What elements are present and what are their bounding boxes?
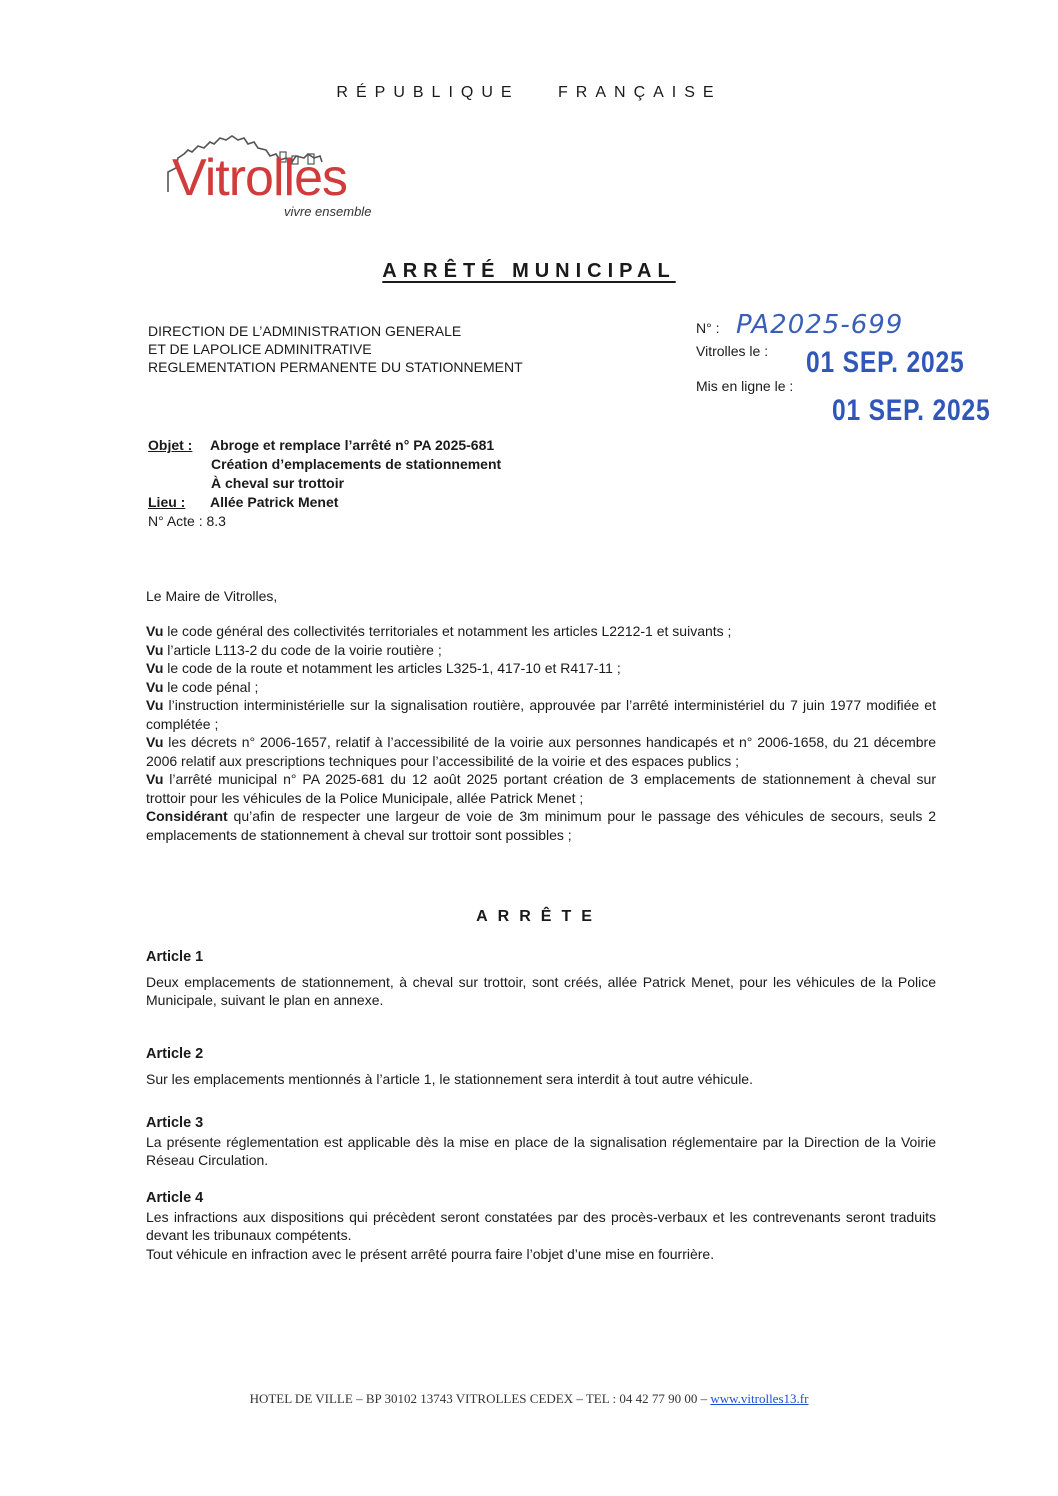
republique-heading: RÉPUBLIQUE FRANÇAISE	[336, 84, 722, 101]
lieu-value: Allée Patrick Menet	[210, 494, 339, 510]
article-text: Tout véhicule en infraction avec le présent arrêté pourra faire l’objet d’une mise en fourrière.	[146, 1245, 715, 1262]
visa-line: Vu les décrets n° 2006-1657, relatif à l’accessibilité de la voirie aux personnes handicapés et n° 2006-1658, du 21 décembre 2006 relatif aux prescriptions techniques pour l’accessibilité de la voirie et des espaces publics ;	[146, 734, 936, 769]
article-heading: Article 4	[146, 1190, 204, 1206]
visa-line: Vu l’article L113-2 du code de la voirie routière ;	[146, 641, 442, 658]
article-heading: Article 3	[146, 1115, 204, 1131]
objet-label: Objet :	[148, 437, 193, 453]
visa-line: Vu l’instruction interministérielle sur la signalisation routière, approuvée par l’arrêté interministériel du 7 juin 1977 modifiée et complétée ;	[146, 697, 936, 732]
vitrolles-date-stamp: 01 SEP. 2025	[806, 346, 965, 379]
visa-line: Vu le code général des collectivités territoriales et notamment les articles L2212-1 et suivants ;	[146, 623, 732, 639]
article-text: Les infractions aux dispositions qui précèdent seront constatées par des procès-verbaux et les contrevenants seront traduits devant les tribunaux compétents.	[146, 1208, 936, 1243]
document-title: ARRÊTÉ MUNICIPAL	[382, 260, 676, 282]
objet-line: À cheval sur trottoir	[211, 475, 345, 491]
footer-address: HOTEL DE VILLE – BP 30102 13743 VITROLLES CEDEX – TEL : 04 42 77 90 00 – www.vitrolles13.fr	[249, 1391, 809, 1406]
objet-line: Création d’emplacements de stationnement	[211, 456, 502, 472]
article-text: La présente réglementation est applicable dès la mise en place de la signalisation réglementaire par la Direction de la Voirie Réseau Circulation.	[146, 1133, 936, 1168]
article-3	[146, 1114, 936, 1170]
lieu-label: Lieu :	[148, 494, 186, 510]
vitrolles-date-label: Vitrolles le :	[696, 343, 769, 359]
article-2	[146, 1045, 936, 1088]
article-heading: Article 2	[146, 1046, 204, 1062]
mis-en-ligne-label: Mis en ligne le :	[696, 378, 794, 394]
numero-label: N° :	[696, 320, 720, 336]
arrete-heading: ARRÊTE	[476, 908, 602, 925]
visas-block	[146, 622, 936, 844]
objet-line: Abroge et remplace l’arrêté n° PA 2025-681	[210, 437, 495, 453]
maire-line: Le Maire de Vitrolles,	[146, 588, 278, 604]
objet-block	[148, 436, 501, 531]
numero-handwritten: PA2025-699	[736, 310, 904, 340]
article-text: Sur les emplacements mentionnés à l’article 1, le stationnement sera interdit à tout autre véhicule.	[146, 1070, 753, 1087]
direction-line: DIRECTION DE L’ADMINISTRATION GENERALE	[148, 323, 462, 339]
website-link[interactable]: www.vitrolles13.fr	[710, 1391, 809, 1406]
article-1	[146, 948, 936, 1010]
mis-en-ligne-date-stamp: 01 SEP. 2025	[832, 394, 991, 427]
article-text: Deux emplacements de stationnement, à cheval sur trottoir, sont créés, allée Patrick Menet, pour les véhicules de la Police Municipale, suivant le plan en annexe.	[146, 973, 936, 1008]
direction-block	[148, 322, 523, 376]
direction-line: ET DE LAPOLICE ADMINITRATIVE	[148, 341, 372, 357]
considerant-line: Considérant qu’afin de respecter une largeur de voie de 3m minimum pour le passage des véhicules de secours, seuls 2 emplacements de stationnement à cheval sur trottoir sont possibles ;	[146, 808, 936, 843]
visa-line: Vu le code de la route et notamment les articles L325-1, 417-10 et R417-11 ;	[146, 660, 621, 676]
logo-tagline: vivre ensemble	[284, 204, 372, 219]
visa-line: Vu le code pénal ;	[146, 678, 259, 695]
logo-wordmark: Vitrolles	[172, 149, 348, 207]
direction-line: REGLEMENTATION PERMANENTE DU STATIONNEMENT	[148, 359, 523, 375]
article-heading: Article 1	[146, 949, 204, 965]
acte-number: N° Acte : 8.3	[148, 513, 226, 529]
visa-line: Vu l’arrêté municipal n° PA 2025-681 du 12 août 2025 portant création de 3 emplacements de stationnement à cheval sur trottoir pour les véhicules de la Police Municipale, allée Patrick Menet ;	[146, 771, 936, 806]
article-4	[146, 1189, 936, 1263]
